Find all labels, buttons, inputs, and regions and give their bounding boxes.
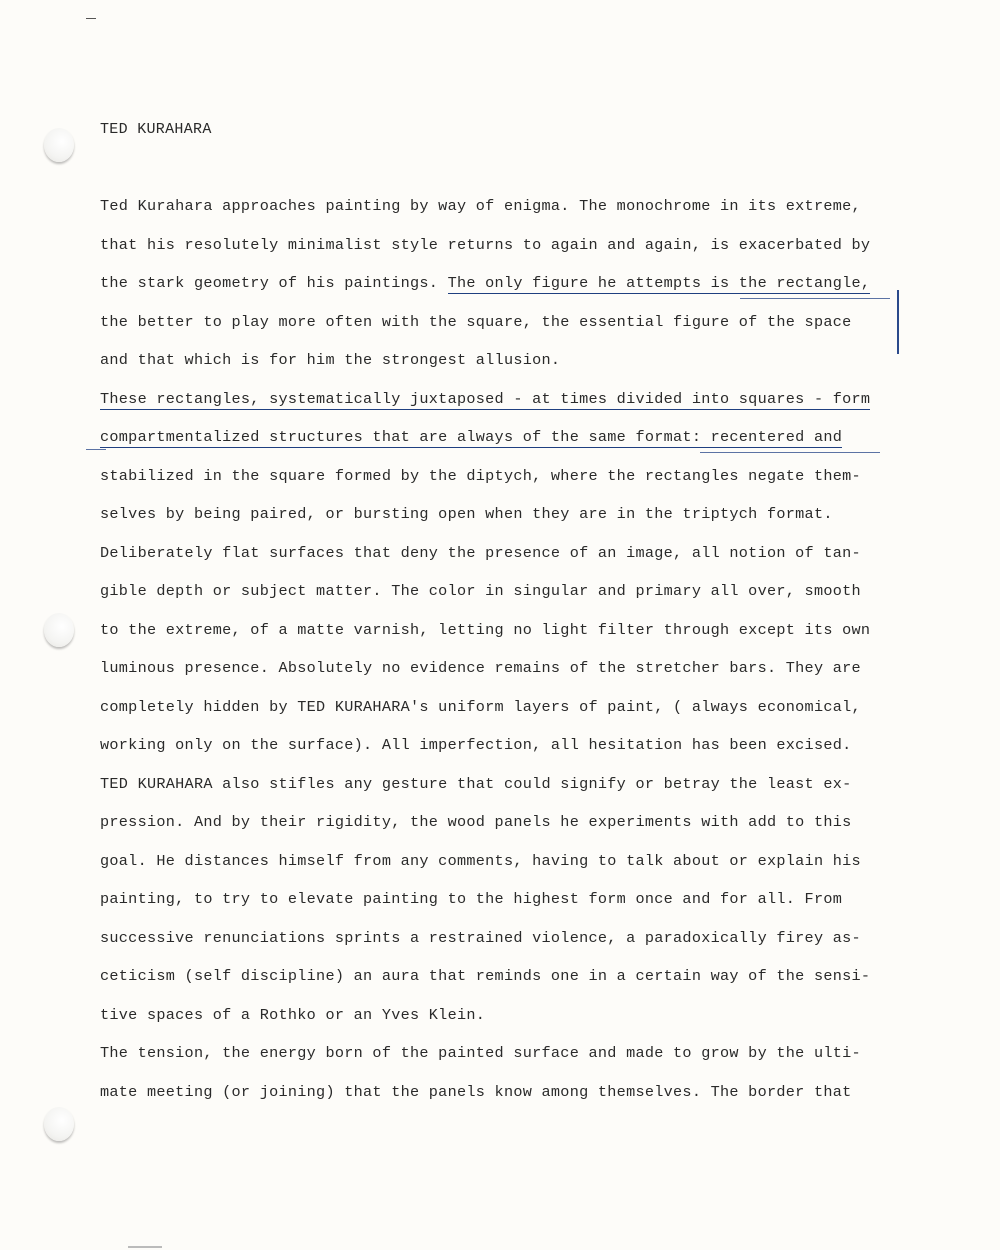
punch-hole-icon — [44, 613, 74, 647]
text-line: successive renunciations sprints a restrained violence, a paradoxically firey as- — [100, 928, 861, 947]
body-text — [100, 195, 920, 1119]
pen-stroke — [740, 298, 890, 299]
text-line-underlined — [100, 426, 920, 465]
text-line-underlined — [100, 272, 920, 311]
text-line: working only on the surface). All imperfection, all hesitation has been excised. — [100, 736, 852, 754]
text-line: painting, to try to elevate painting to the highest form once and for all. From — [100, 890, 843, 908]
text-line: mate meeting (or joining) that the panels know among themselves. The border that — [100, 1082, 852, 1101]
pen-stroke — [86, 449, 106, 450]
text-line: TED KURAHARA also stifles any gesture that could signify or betray the least ex- — [100, 774, 852, 793]
margin-bracket-mark — [897, 290, 899, 354]
underlined-fragment: compartmentalized structures that are always of the same format: recentered and — [100, 428, 843, 446]
text-line: that his resolutely minimalist style returns to again and again, is exacerbated by — [100, 235, 871, 254]
underlined-fragment: The only figure he attempts is the rectangle, — [447, 274, 871, 292]
text-line: gible depth or subject matter. The color in singular and primary all over, smooth — [100, 582, 861, 600]
text-line: goal. He distances himself from any comments, having to talk about or explain his — [100, 851, 861, 870]
punch-hole-icon — [44, 128, 74, 162]
pen-stroke — [700, 452, 880, 453]
text-line-underlined — [100, 388, 920, 427]
text-line: Ted Kurahara approaches painting by way of enigma. The monochrome in its extreme, — [100, 197, 861, 215]
text-line: Deliberately flat surfaces that deny the presence of an image, all notion of tan- — [100, 543, 861, 562]
top-dash-mark — [86, 18, 96, 19]
text-line: the better to play more often with the square, the essential figure of the space — [100, 312, 852, 331]
punch-hole-icon — [44, 1107, 74, 1141]
text-line: luminous presence. Absolutely no evidence remains of the stretcher bars. They are — [100, 659, 861, 677]
text-fragment: the stark geometry of his paintings. — [100, 274, 448, 292]
bottom-edge-mark — [128, 1246, 162, 1248]
text-line: to the extreme, of a matte varnish, letting no light filter through except its own — [100, 620, 871, 639]
text-line: pression. And by their rigidity, the wood panels he experiments with add to this — [100, 813, 852, 831]
text-line: selves by being paired, or bursting open when they are in the triptych format. — [100, 505, 833, 523]
text-line: stabilized in the square formed by the diptych, where the rectangles negate them- — [100, 466, 861, 485]
text-line: tive spaces of a Rothko or an Yves Klein. — [100, 1005, 486, 1024]
text-line: The tension, the energy born of the painted surface and made to grow by the ulti- — [100, 1044, 861, 1062]
text-line: completely hidden by TED KURAHARA's uniform layers of paint, ( always economical, — [100, 697, 861, 716]
text-line: and that which is for him the strongest allusion. — [100, 351, 561, 369]
text-line: ceticism (self discipline) an aura that reminds one in a certain way of the sensi- — [100, 967, 871, 985]
underlined-fragment: These rectangles, systematically juxtaposed - at times divided into squares - form — [100, 389, 871, 408]
document-title: TED KURAHARA — [100, 121, 212, 138]
